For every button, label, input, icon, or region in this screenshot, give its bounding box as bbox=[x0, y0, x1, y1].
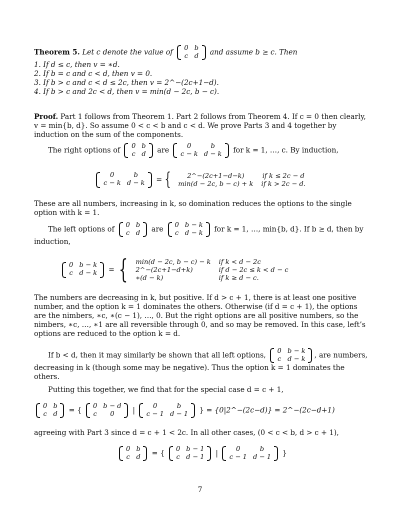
matrix-cell: d − 1 bbox=[169, 409, 189, 418]
matrix-cell: 0 bbox=[110, 171, 115, 180]
matrix-cell: b bbox=[136, 445, 141, 453]
matrix-cell: c − k bbox=[180, 149, 198, 158]
matrix bbox=[36, 403, 64, 418]
matrix-cell: b bbox=[194, 44, 199, 52]
open-brace: { bbox=[160, 448, 165, 458]
matrix-cell: c − k bbox=[103, 179, 121, 187]
text: If b < d, then it may similarly be shown that all left options, bbox=[48, 350, 266, 360]
matrix-cell: d − k bbox=[287, 354, 306, 363]
equals-sign: = bbox=[108, 265, 115, 274]
matrix-cell: b bbox=[135, 221, 141, 229]
text: are bbox=[157, 145, 170, 155]
separator: | bbox=[215, 448, 219, 458]
right-options-line bbox=[34, 143, 370, 158]
text: The right options of bbox=[48, 145, 121, 155]
equals-sign: = bbox=[151, 448, 158, 458]
matrix-cell: 0 bbox=[110, 409, 115, 418]
matrix-cell: c − 1 bbox=[229, 452, 247, 461]
matrix bbox=[222, 446, 278, 461]
case-condition: if k ≤ 2c − d bbox=[262, 172, 305, 180]
matrix-cell: c bbox=[184, 51, 189, 60]
matrix-cell: 0 bbox=[69, 261, 74, 270]
matrix-cell: c bbox=[69, 269, 73, 277]
matrix-cell: d bbox=[135, 228, 141, 237]
text: for k = 1, …, c. By induction, bbox=[233, 145, 339, 155]
matrix bbox=[270, 348, 312, 363]
theorem-item: 3. If b > c and c < d ≤ 2c, then v = 2^−(2c+1−d). bbox=[34, 78, 219, 88]
theorem-matrix bbox=[177, 45, 205, 60]
theorem-text-after: and assume b ≥ c. Then bbox=[209, 47, 298, 57]
matrix-cell: 0 bbox=[153, 402, 158, 410]
matrix-cell: 0 bbox=[174, 221, 179, 229]
matrix-cell: c − 1 bbox=[146, 409, 164, 418]
case-value: min(d − 2c, b − c) + k bbox=[178, 180, 254, 188]
theorem-label: Theorem 5. bbox=[34, 47, 80, 57]
matrix-cell: d − k bbox=[126, 179, 145, 187]
text: , are bbox=[314, 350, 331, 360]
matrix-cell: d − k bbox=[184, 228, 203, 237]
case-value: 2^−(2c+1−d−k) bbox=[187, 172, 245, 180]
matrix-cell: b − k bbox=[184, 221, 203, 229]
cases bbox=[132, 258, 293, 282]
matrix-cell: 0 bbox=[236, 445, 241, 453]
text: are bbox=[151, 224, 164, 234]
matrix-cell: c bbox=[43, 409, 47, 418]
theorem-item: 4. If b > c and 2c < d, then v = min(d − 2c, b − c). bbox=[34, 87, 220, 97]
close-brace: } bbox=[199, 405, 204, 415]
matrix bbox=[96, 172, 151, 187]
matrix-cell: 0 bbox=[126, 445, 131, 453]
text: by induction, bbox=[34, 224, 364, 247]
matrix-cell: d − 1 bbox=[252, 452, 272, 461]
matrix-cell: c bbox=[93, 409, 97, 418]
matrix-cell: d bbox=[53, 409, 58, 418]
matrix-cell: b − k bbox=[287, 347, 306, 355]
matrix-cell: c bbox=[126, 452, 130, 461]
proof-paragraph bbox=[34, 112, 370, 139]
page-number: 7 bbox=[197, 485, 203, 494]
proof-paragraph bbox=[34, 348, 370, 381]
matrix-cell: d bbox=[136, 452, 141, 461]
matrix-cell: b bbox=[210, 142, 215, 150]
matrix-cell: 0 bbox=[187, 142, 192, 150]
matrix bbox=[62, 262, 104, 277]
matrix-cell: 0 bbox=[92, 402, 98, 410]
equation-left-cases bbox=[60, 257, 396, 283]
theorem-item: 1. If d ≤ c, then v = ∗d. bbox=[34, 60, 120, 70]
matrix-cell: 0 bbox=[125, 221, 130, 229]
matrix bbox=[86, 403, 128, 418]
proof-paragraph: agreeing with Part 3 since d = c + 1 < 2c. In all other cases, (0 < c < b, d > c + 1), bbox=[34, 428, 339, 437]
matrix-cell: 0 bbox=[43, 402, 48, 410]
matrix-cell: b bbox=[141, 142, 146, 150]
text: for k = 1, …, min{b, d}. If b ≥ d, then bbox=[214, 224, 353, 234]
matrix-cell: b − k bbox=[79, 261, 98, 270]
matrix bbox=[168, 222, 210, 237]
matrix-cell: 0 bbox=[277, 347, 282, 355]
matrix-cell: c bbox=[174, 228, 179, 237]
equation-general-case bbox=[34, 446, 370, 461]
proof-paragraph: Putting this together, we find that for the special case d = c + 1, bbox=[48, 385, 284, 394]
equals-sign: = bbox=[68, 405, 75, 415]
case-condition: if d − 2c ≤ k < d − c bbox=[218, 266, 289, 274]
equation-right-cases bbox=[34, 171, 370, 189]
matrix-cell: d bbox=[194, 51, 199, 60]
matrix bbox=[139, 403, 195, 418]
matrix-cell: b bbox=[53, 402, 58, 410]
matrix-cell: c bbox=[125, 228, 130, 237]
matrix-cell: d − k bbox=[79, 269, 98, 277]
matrix-cell: b bbox=[176, 402, 182, 410]
matrix bbox=[124, 143, 152, 158]
equation-special-case bbox=[34, 403, 370, 418]
proof-paragraph: These are all numbers, increasing in k, so domination reduces the options to the single option with k = 1. bbox=[34, 199, 352, 218]
case-condition: if k ≥ d − c. bbox=[218, 274, 259, 282]
theorem-block bbox=[34, 45, 370, 97]
close-brace: } bbox=[282, 448, 287, 458]
case-value: 2^−(2c+1−d+k) bbox=[135, 266, 193, 274]
case-value: ∗(d − k) bbox=[135, 274, 164, 282]
theorem-item: 2. If b = c and c < d, then v = 0. bbox=[34, 69, 153, 79]
matrix-cell: b − d bbox=[103, 402, 122, 410]
proof-paragraph: The numbers are decreasing in k, but positive. If d > c + 1, there is at least one positive number, and the option k = 1 dominates the others. Otherwise (if d = c + 1), the options are the nimbers, ∗c, ∗(c − 1), …, 0. But the right options are all positive numbers, so the nimbers, ∗c, …, ∗1 are all reversible through 0, and so may be removed. In this case, left’s options are reduced to the option k = d. bbox=[34, 293, 366, 339]
matrix-cell: d bbox=[141, 149, 146, 158]
separator: | bbox=[132, 405, 136, 415]
theorem-text-before: Let c denote the value of bbox=[82, 47, 173, 57]
matrix-cell: 0 bbox=[175, 445, 181, 453]
matrix-cell: c bbox=[176, 452, 180, 461]
case-value: min(d − 2c, b − c) − k bbox=[135, 258, 211, 266]
case-condition: if k > 2c − d. bbox=[261, 180, 306, 188]
matrix-cell: 0 bbox=[131, 142, 136, 150]
left-brace: { bbox=[164, 169, 172, 190]
matrix-cell: c bbox=[277, 354, 282, 363]
matrix-cell: b bbox=[133, 171, 138, 180]
matrix-cell: d − k bbox=[203, 149, 222, 158]
matrix-cell: b − 1 bbox=[186, 445, 205, 453]
matrix bbox=[173, 143, 228, 158]
matrix bbox=[169, 446, 211, 461]
text: The left options of bbox=[48, 224, 115, 234]
left-brace: { bbox=[118, 255, 128, 285]
matrix bbox=[119, 222, 147, 237]
text: numbers, decreasing in k (though some may be negative). Thus the option k = 1 dominates the others. bbox=[34, 350, 368, 382]
cases bbox=[174, 172, 309, 188]
open-brace: { bbox=[77, 405, 82, 415]
equals-sign: = bbox=[156, 175, 163, 184]
equation-result: = {0|2^−(2c−d)} = 2^−(2c−d+1) bbox=[206, 405, 335, 415]
case-condition: if k < d − 2c bbox=[218, 258, 261, 266]
matrix-cell: b bbox=[259, 445, 265, 453]
matrix-cell: 0 bbox=[184, 44, 189, 52]
proof-text: Part 1 follows from Theorem 1. Part 2 follows from Theorem 4. If c = 0 then clearly, v = min{b, d}. So assume 0 < c < b and c < d. We prove Parts 3 and 4 together by induction on the sum of the components. bbox=[34, 112, 366, 140]
matrix-cell: d − 1 bbox=[186, 452, 205, 461]
matrix-cell: c bbox=[131, 149, 136, 158]
proof-label: Proof. bbox=[34, 112, 59, 121]
left-options-line bbox=[34, 222, 370, 246]
matrix bbox=[119, 446, 147, 461]
